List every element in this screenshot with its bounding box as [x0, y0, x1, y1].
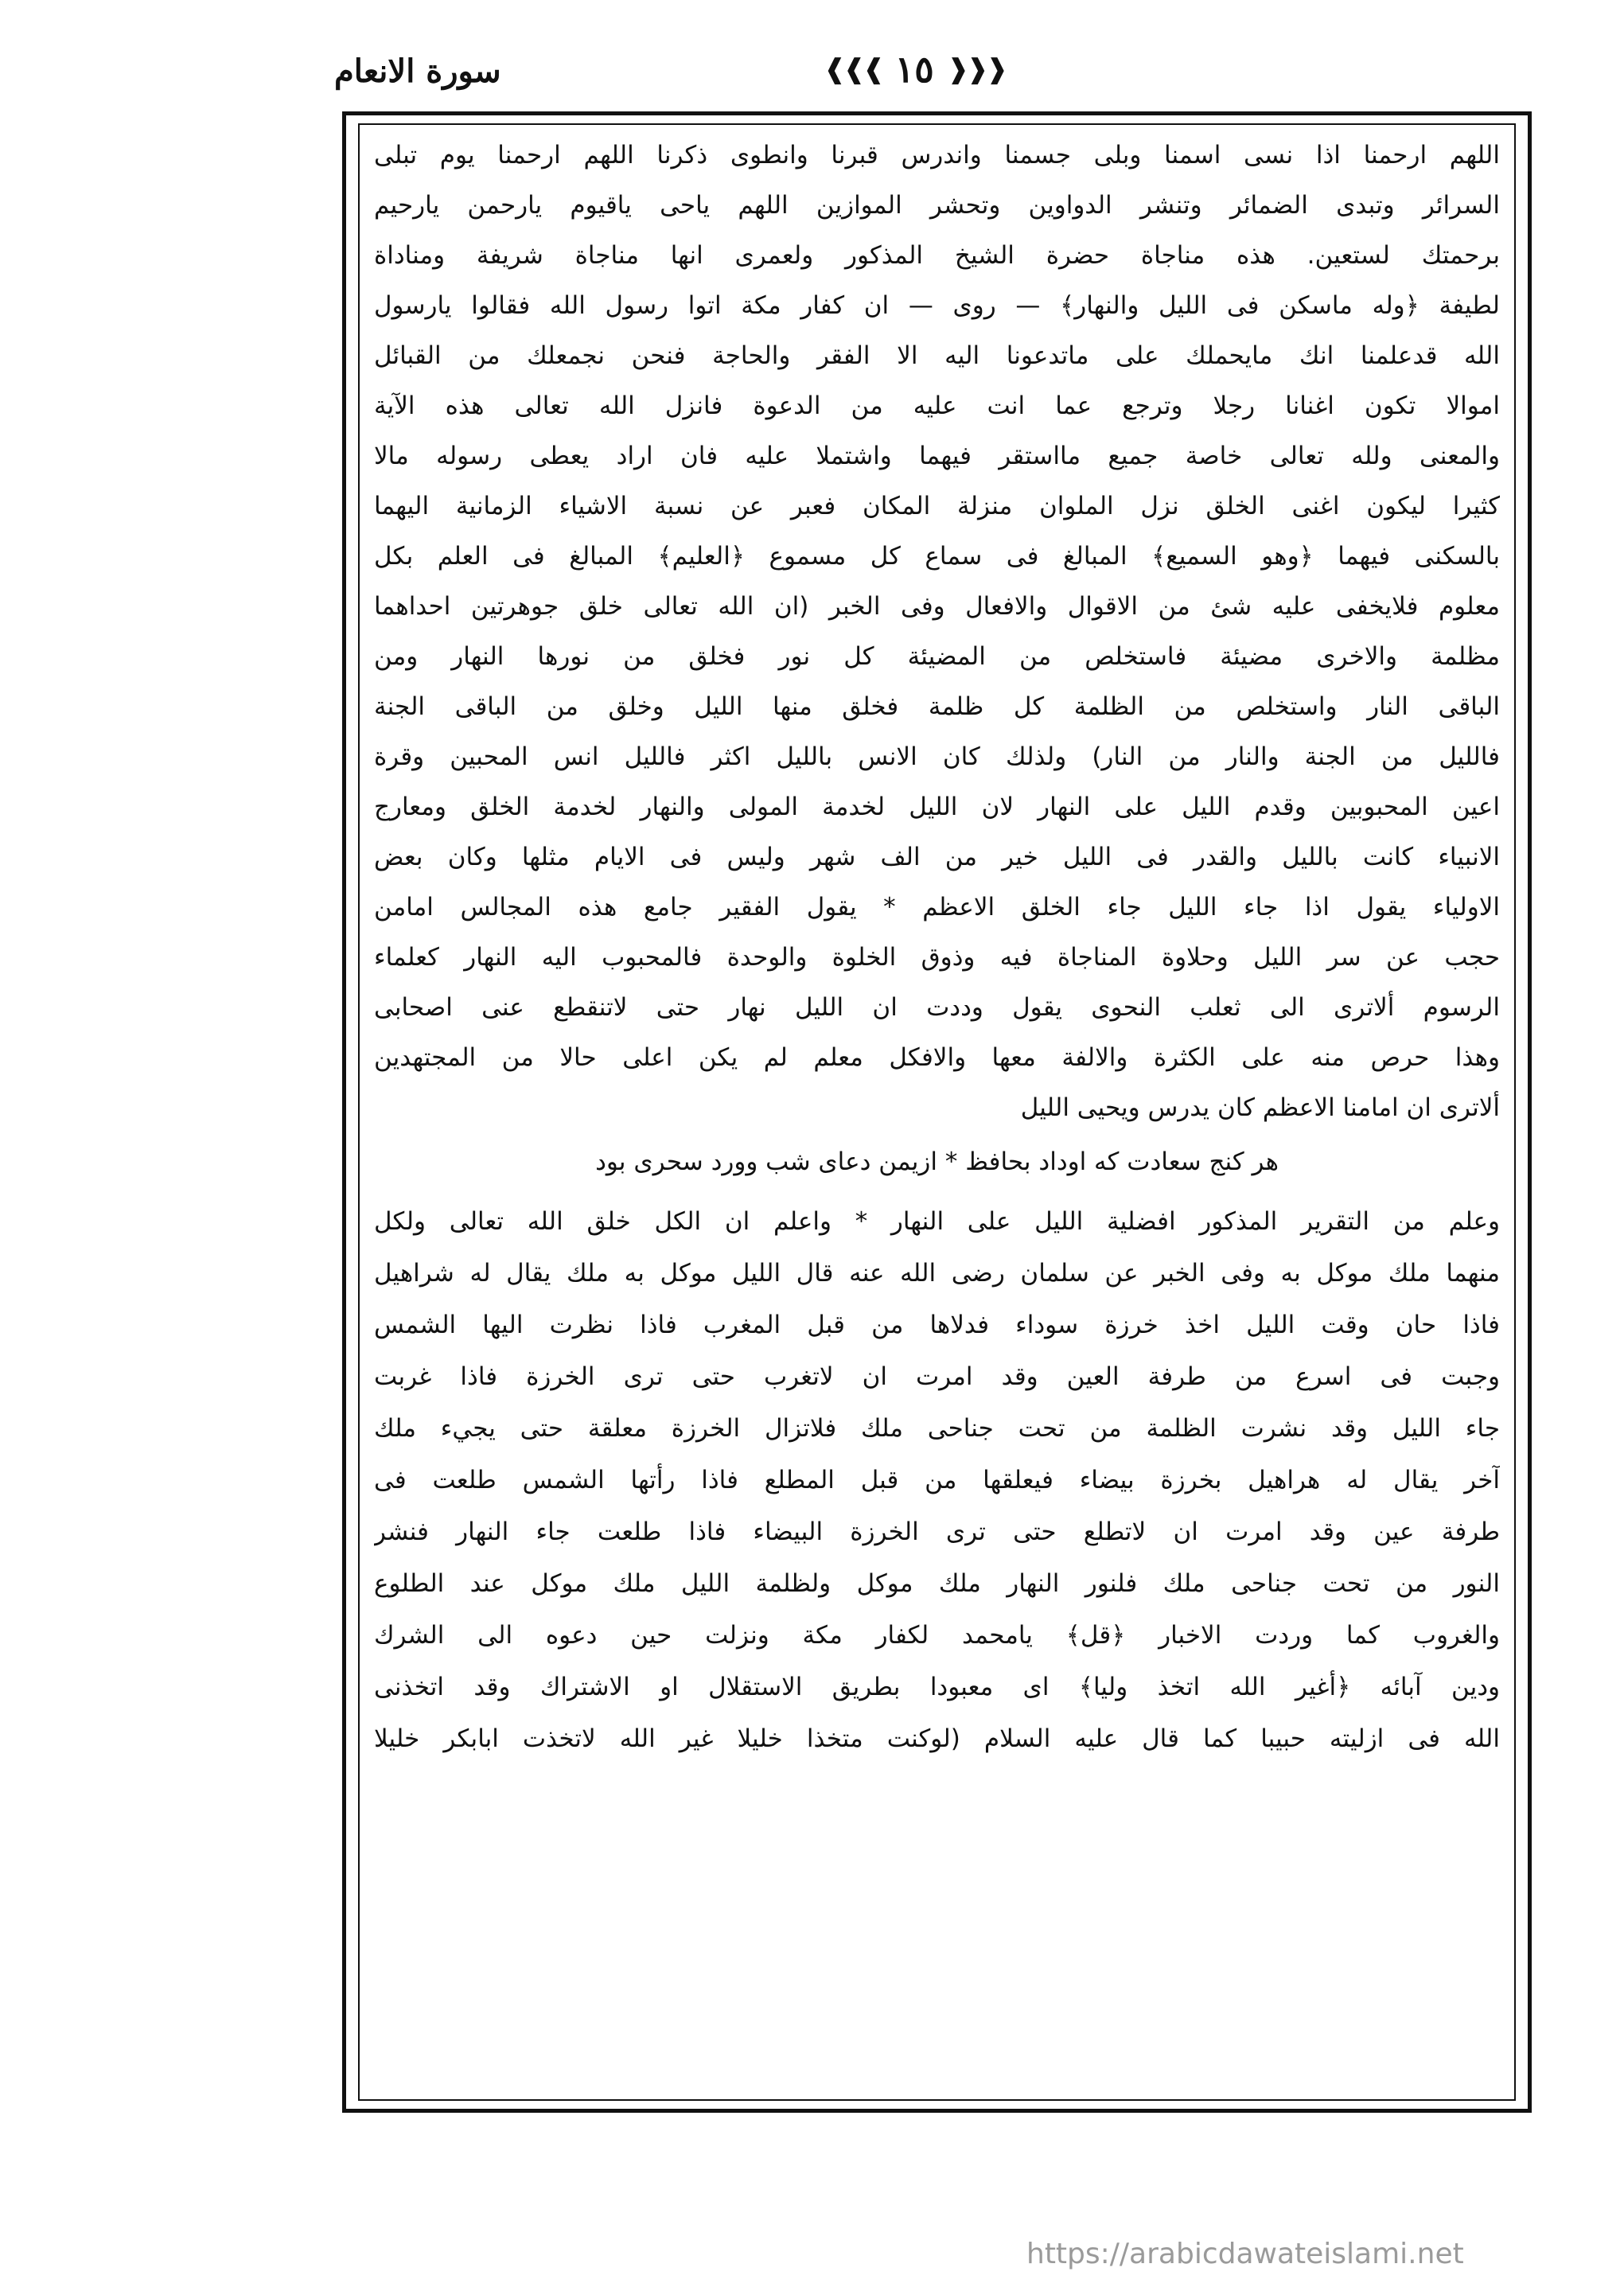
text-line: ألاترى ان امامنا الاعظم كان يدرس ويحيى الليل: [1020, 1093, 1500, 1122]
text-line: اعين المحبوبين وقدم الليل على النهار لان الليل لخدمة المولى والنهار لخدمة الخلق ومعارج: [374, 793, 1500, 821]
text-line: والغروب كما وردت الاخبار ﴿قل﴾ يامحمد لكفار مكة ونزلت حين دعوه الى الشرك: [374, 1621, 1500, 1650]
text-line: ودين آبائه ﴿أغير الله اتخذ وليا﴾ اى معبودا بطريق الاستقلال او الاشتراك وقد اتخذنى: [374, 1673, 1500, 1701]
text-line: آخر يقال له هراهيل بخرزة بيضاء فيعلقها من قبل المطلع فاذا رأتها الشمس طلعت فى: [374, 1466, 1500, 1494]
text-line: مظلمة والاخرى مضيئة فاستخلص من المضيئة كل نور فخلق من نورها النهار ومن: [374, 642, 1500, 671]
text-body: [374, 131, 1500, 2093]
text-line: جاء الليل وقد نشرت الظلمة من تحت جناحى ملك فلاتزال الخرزة معلقة حتى يجيء ملك: [374, 1414, 1500, 1443]
persian-verse: هر كنج سعادت كه اوداد بحافظ * ازيمن دعاى شب وورد سحرى بود: [595, 1147, 1279, 1176]
text-line: الرسوم ألاترى الى ثعلب النحوى يقول وددت ان الليل نهار حتى لاتنقطع عنى اصحابى: [374, 993, 1500, 1022]
text-line: حجب عن سر الليل وحلاوة المناجاة فيه وذوق الخلوة والوحدة فالمحبوب اليه النهار كعلماء: [374, 943, 1500, 972]
text-line: الباقى النار واستخلص من الظلمة كل ظلمة فخلق منها الليل وخلق من الباقى الجنة: [374, 692, 1500, 721]
ornament-right-icon: ❱❱❱: [946, 53, 1006, 85]
text-line: وعلم من التقرير المذكور افضلية الليل على النهار * واعلم ان الكل خلق الله تعالى ولكل: [374, 1207, 1500, 1236]
source-watermark: https://arabicdawateislami.net: [1026, 2238, 1464, 2270]
text-line: اموالا تكون اغنانا رجلا وترجع عما انت عليه من الدعوة فانزل الله تعالى هذه الآية: [374, 392, 1500, 420]
text-line: فالليل من الجنة والنار من النار) ولذلك كان الانس بالليل اكثر فالليل انس المحبين وقرة: [374, 742, 1500, 771]
page-number: ١٥: [894, 48, 934, 91]
text-line: والمعنى ولله تعالى خاصة جميع مااستقر فيهما واشتملا عليه فان اراد يعطى رسوله مالا: [374, 442, 1500, 470]
text-line: كثيرا ليكون اغنى الخلق نزل الملوان منزلة المكان فعبر عن نسبة الاشياء الزمانية اليهما: [374, 492, 1500, 520]
text-line: وهذا حرص منه على الكثرة والالفة معها والافكل معلم لم يكن اعلى حالا من المجتهدين: [374, 1043, 1500, 1072]
text-line: الله قدعلمنا انك مايحملك على ماتدعونا اليه الا الفقر والحاجة فنحن نجمعلك من القبائل: [374, 341, 1500, 370]
text-line: برحمتك لستعين. هذه مناجاة حضرة الشيخ المذكور ولعمرى انها مناجاة شريفة ومناداة: [374, 241, 1500, 270]
text-line: فاذا حان وقت الليل اخذ خرزة سوداء فدلاها من قبل المغرب فاذا نظرت اليها الشمس: [374, 1311, 1500, 1339]
text-line: الاولياء يقول اذا جاء الليل جاء الخلق الاعظم * يقول الفقير جامع هذه المجالس امامن: [374, 893, 1500, 921]
text-line: لطيفة ﴿وله ماسكن فى الليل والنهار﴾ — روى — ان كفار مكة اتوا رسول الله فقالوا يارسول: [374, 291, 1500, 320]
text-line: معلوم فلايخفى عليه شئ من الاقوال والافعال وفى الخبر (ان الله تعالى خلق جوهرتين احداهما: [374, 592, 1500, 621]
text-line: النور من تحت جناحى ملك فلنور النهار ملك موكل ولظلمة الليل ملك موكل عند الطلوع: [374, 1569, 1500, 1598]
text-line: بالسكنى فيهما ﴿وهو السميع﴾ المبالغ فى سماع كل مسموع ﴿العليم﴾ المبالغ فى العلم بكل: [374, 542, 1500, 571]
surah-name-header: سورة الانعام: [334, 53, 501, 90]
text-line: السرائر وتبدى الضمائر وتنشر الدواوين وتحشر الموازين اللهم ياحى ياقيوم يارحمن يارحيم: [374, 191, 1500, 220]
page-header: [0, 48, 1624, 103]
text-line: وجبت فى اسرع من طرفة العين وقد امرت ان لاتغرب حتى ترى الخرزة فاذا غربت: [374, 1362, 1500, 1391]
text-line: الانبياء كانت بالليل والقدر فى الليل خير من الف شهر وليس فى الايام مثلها وكان بعض: [374, 843, 1500, 871]
text-line: طرفة عين وقد امرت ان لاتطلع حتى ترى الخرزة البيضاء فاذا طلعت جاء النهار فنشر: [374, 1518, 1500, 1546]
text-line: الله فى ازليته حبيبا كما قال عليه السلام (لوكنت متخذا خليلا غير الله لاتخذت ابابكر خليلا: [374, 1724, 1500, 1753]
text-line: منهما ملك موكل به وفى الخبر عن سلمان رضى الله عنه قال الليل موكل به ملك يقال له شراهيل: [374, 1259, 1500, 1288]
text-line: اللهم ارحمنا اذا نسى اسمنا وبلى جسمنا واندرس قبرنا وانطوى ذكرنا اللهم ارحمنا يوم تبلى: [374, 141, 1500, 169]
page-number-group: [824, 48, 1005, 91]
ornament-left-icon: ❰❰❰: [824, 53, 882, 85]
